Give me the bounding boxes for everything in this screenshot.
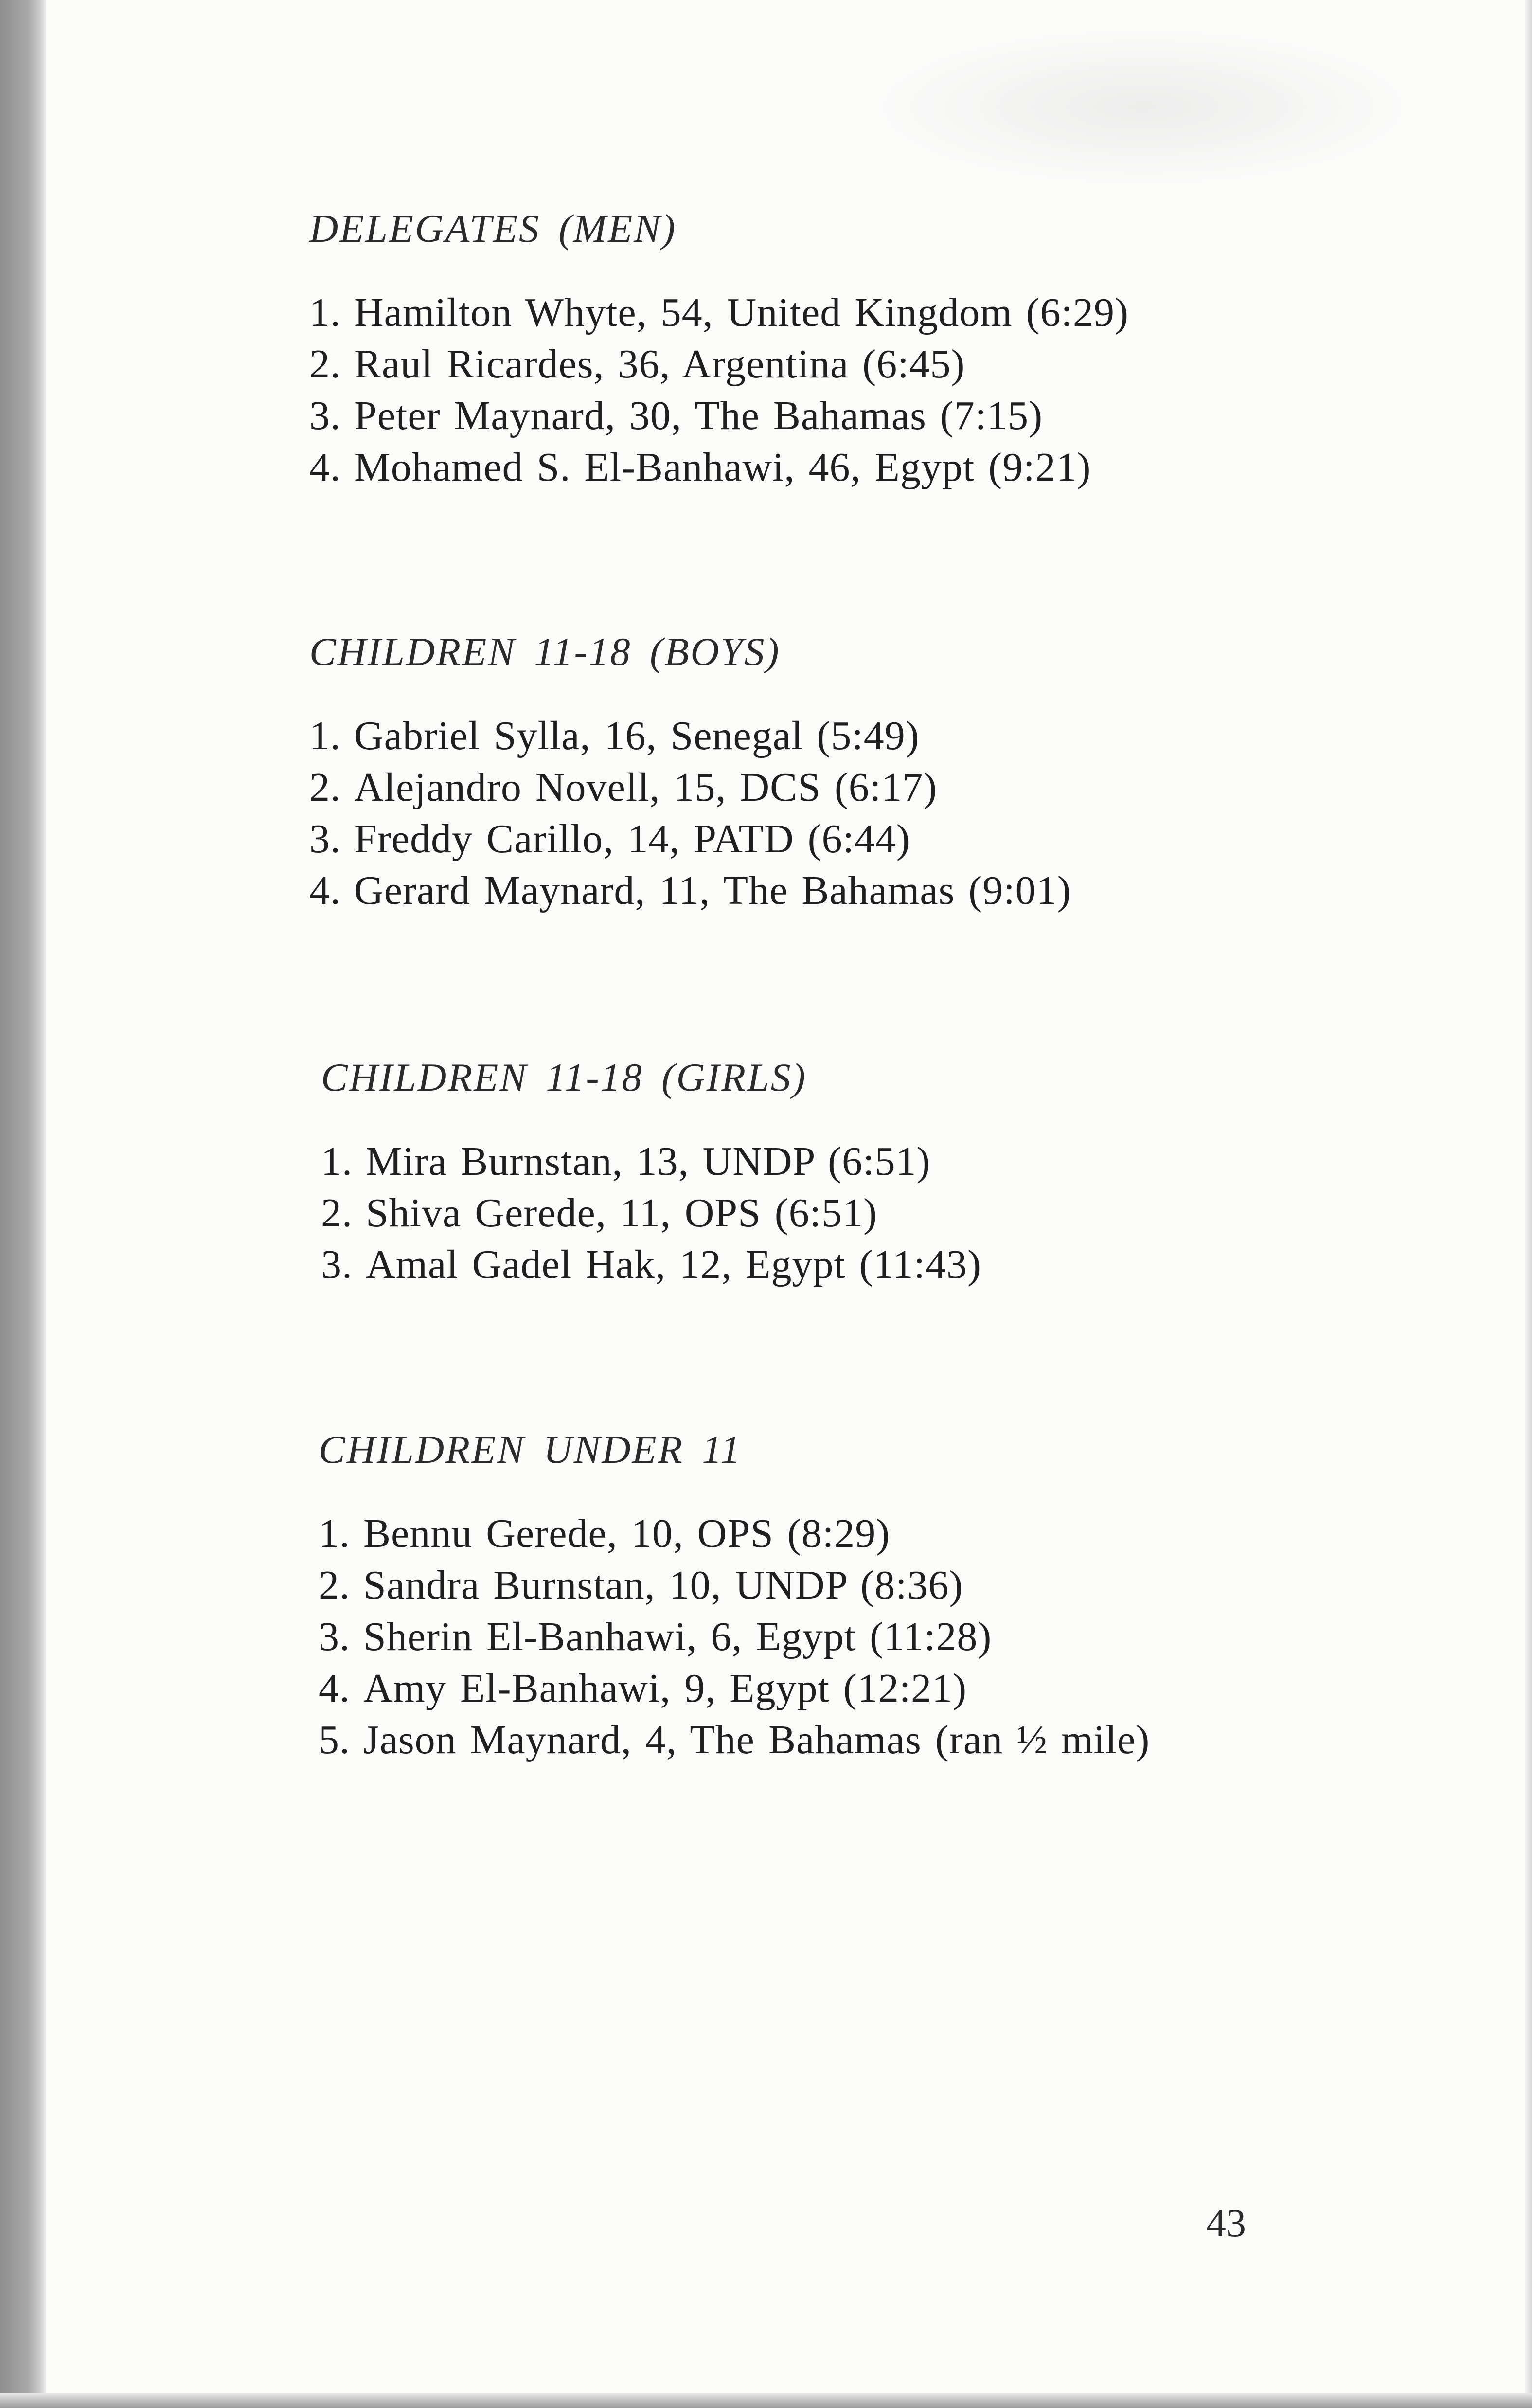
- rank-number: 4.: [309, 868, 341, 913]
- entry-text: Alejandro Novell, 15, DCS (6:17): [354, 765, 938, 810]
- entry-text: Amy El-Banhawi, 9, Egypt (12:21): [363, 1666, 967, 1711]
- list-item: [309, 865, 1525, 916]
- rank-number: 2.: [309, 765, 341, 810]
- rank-number: 3.: [319, 1614, 350, 1659]
- list-item: [319, 1611, 1532, 1663]
- rank-number: 2.: [309, 341, 341, 387]
- list-item: [321, 1136, 1532, 1187]
- list-item: [309, 287, 1525, 339]
- rank-number: 1.: [309, 713, 341, 758]
- scan-bottom-edge: [0, 2393, 1532, 2408]
- section-heading: DELEGATES (MEN): [309, 206, 677, 251]
- rank-number: 1.: [319, 1511, 350, 1556]
- paper-smudge: [875, 29, 1410, 185]
- results-list: [309, 287, 1525, 493]
- rank-number: 1.: [309, 290, 341, 335]
- entry-text: Jason Maynard, 4, The Bahamas (ran ½ mile): [363, 1717, 1150, 1762]
- entry-text: Hamilton Whyte, 54, United Kingdom (6:29): [354, 290, 1129, 335]
- list-item: [309, 813, 1525, 865]
- rank-number: 1.: [321, 1139, 353, 1184]
- rank-number: 2.: [319, 1563, 350, 1608]
- entry-text: Sandra Burnstan, 10, UNDP (8:36): [363, 1563, 963, 1608]
- section-children-under-11: [319, 1425, 1532, 1766]
- section-heading: CHILDREN UNDER 11: [319, 1427, 742, 1472]
- list-item: [321, 1239, 1532, 1291]
- page-number: 43: [1206, 2201, 1246, 2245]
- entry-text: Raul Ricardes, 36, Argentina (6:45): [354, 341, 965, 387]
- results-list: [309, 710, 1525, 916]
- list-item: [309, 762, 1525, 813]
- rank-number: 3.: [309, 816, 341, 862]
- section-delegates-men: [309, 204, 1525, 493]
- entry-text: Gabriel Sylla, 16, Senegal (5:49): [354, 713, 920, 758]
- list-item: [319, 1663, 1532, 1714]
- entry-text: Gerard Maynard, 11, The Bahamas (9:01): [354, 868, 1071, 913]
- list-item: [319, 1714, 1532, 1766]
- results-list: [319, 1508, 1532, 1766]
- scan-left-edge: [0, 0, 46, 2408]
- list-item: [309, 710, 1525, 762]
- entry-text: Bennu Gerede, 10, OPS (8:29): [363, 1511, 891, 1556]
- rank-number: 3.: [321, 1242, 353, 1287]
- list-item: [319, 1560, 1532, 1611]
- entry-text: Freddy Carillo, 14, PATD (6:44): [354, 816, 910, 862]
- entry-text: Mohamed S. El-Banhawi, 46, Egypt (9:21): [354, 445, 1091, 490]
- list-item: [309, 442, 1525, 493]
- section-children-girls: [321, 1053, 1532, 1291]
- rank-number: 5.: [319, 1717, 350, 1762]
- results-list: [321, 1136, 1532, 1291]
- rank-number: 2.: [321, 1190, 353, 1236]
- rank-number: 4.: [309, 445, 341, 490]
- list-item: [309, 390, 1525, 442]
- section-heading: CHILDREN 11-18 (BOYS): [309, 629, 781, 674]
- entry-text: Amal Gadel Hak, 12, Egypt (11:43): [366, 1242, 981, 1287]
- section-children-boys: [309, 628, 1525, 916]
- rank-number: 4.: [319, 1666, 350, 1711]
- entry-text: Shiva Gerede, 11, OPS (6:51): [366, 1190, 878, 1236]
- list-item: [321, 1187, 1532, 1239]
- entry-text: Sherin El-Banhawi, 6, Egypt (11:28): [363, 1614, 992, 1659]
- section-heading: CHILDREN 11-18 (GIRLS): [321, 1055, 807, 1099]
- list-item: [309, 339, 1525, 390]
- entry-text: Mira Burnstan, 13, UNDP (6:51): [366, 1139, 931, 1184]
- entry-text: Peter Maynard, 30, The Bahamas (7:15): [354, 393, 1043, 438]
- list-item: [319, 1508, 1532, 1560]
- rank-number: 3.: [309, 393, 341, 438]
